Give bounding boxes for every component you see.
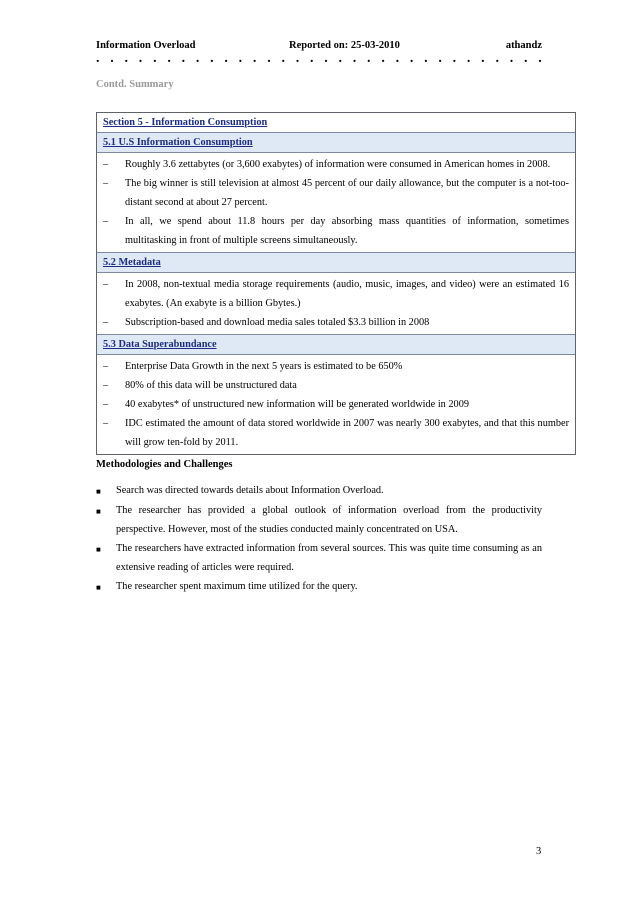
divider-dot: .: [438, 51, 442, 66]
divider-dot: .: [181, 51, 186, 66]
dash-bullet-icon: –: [103, 399, 109, 410]
dash-bullet-icon: –: [103, 159, 109, 170]
divider-dot: .: [338, 51, 343, 66]
methodology-bullet-text: The researcher has provided a global outlook of information overload from the productivity perspective. However, most of the studies conducted mainly concentrated on USA.: [116, 505, 542, 535]
square-bullet-icon: ■: [96, 507, 101, 516]
divider-dot: .: [195, 51, 200, 66]
subsection-title: 5.2 Metadata: [103, 257, 161, 268]
page-number: 3: [536, 846, 542, 857]
list-item-text: Roughly 3.6 zettabytes (or 3,600 exabytes) of information were consumed in American homes in 2008.: [125, 159, 551, 170]
methodologies-bullets: [96, 481, 542, 597]
summary-box: [96, 112, 576, 455]
divider-dot: .: [424, 51, 428, 66]
list-item-text: The big winner is still television at almost 45 percent of our daily allowance, but the computer is a not-too-distant second at about 27 percent.: [125, 178, 569, 208]
list-item: [103, 357, 569, 376]
divider-dot: .: [167, 51, 171, 66]
divider-dot: .: [224, 51, 228, 66]
methodology-bullet: [96, 501, 542, 539]
divider-dot: .: [367, 51, 371, 66]
list-item-text: Subscription-based and download media sales totaled $3.3 billion in 2008: [125, 317, 430, 328]
divider-dot: .: [295, 51, 300, 66]
divider-dot: .: [352, 51, 357, 66]
divider-dot: .: [153, 51, 157, 66]
divider-dot: .: [252, 51, 257, 66]
divider-dot: .: [138, 51, 143, 66]
divider-dot: .: [210, 51, 214, 66]
subsection-title: 5.1 U.S Information Consumption: [103, 137, 253, 148]
divider-dot: .: [481, 51, 485, 66]
header-dotted-divider: [96, 52, 542, 66]
list-item: [103, 414, 569, 452]
list-item: [103, 212, 569, 250]
methodology-bullet: [96, 539, 542, 577]
divider-dot: .: [324, 51, 328, 66]
methodology-bullet: [96, 577, 542, 597]
subsection-title: 5.3 Data Superabundance: [103, 339, 217, 350]
divider-dot: .: [124, 51, 129, 66]
methodology-bullet-text: The researcher spent maximum time utilized for the query.: [116, 581, 358, 592]
list-item: [103, 155, 569, 174]
divider-dot: .: [509, 51, 514, 66]
list-item-text: 80% of this data will be unstructured data: [125, 380, 297, 391]
header-report-date: Reported on: 25-03-2010: [289, 40, 400, 51]
divider-dot: .: [466, 51, 471, 66]
divider-dot: .: [523, 51, 528, 66]
list-item: [103, 174, 569, 212]
list-item-text: In all, we spend about 11.8 hours per day absorbing mass quantities of information, sometimes multitasking in front of multiple screens simultaneously.: [125, 216, 569, 246]
list-item: [103, 313, 569, 332]
list-item: [103, 395, 569, 414]
dash-bullet-icon: –: [103, 216, 109, 227]
header-author: athandz: [505, 40, 542, 51]
methodology-bullet: [96, 481, 542, 501]
methodologies-title: Methodologies and Challenges: [96, 459, 233, 470]
square-bullet-icon: ■: [96, 545, 101, 554]
divider-dot: .: [281, 51, 285, 66]
subsection-title-row: [97, 334, 575, 355]
divider-dot: .: [381, 51, 385, 66]
dash-bullet-icon: –: [103, 380, 109, 391]
section-title: Section 5 - Information Consumption: [103, 117, 268, 128]
divider-dot: .: [96, 51, 100, 66]
divider-dot: .: [110, 51, 114, 66]
section-title-row: [97, 113, 575, 133]
contd-summary-label: Contd. Summary: [96, 79, 174, 90]
header-title: Information Overload: [96, 40, 196, 51]
divider-dot: .: [538, 51, 542, 66]
square-bullet-icon: ■: [96, 487, 101, 496]
divider-dot: .: [238, 51, 243, 66]
list-item: [103, 376, 569, 395]
subsection-title-row: [97, 133, 575, 153]
subsection-items: [97, 355, 575, 454]
subsections: [97, 133, 575, 454]
square-bullet-icon: ■: [96, 583, 101, 592]
divider-dot: .: [395, 51, 400, 66]
dash-bullet-icon: –: [103, 279, 109, 290]
subsection-items: [97, 273, 575, 334]
methodology-bullet-text: The researchers have extracted information from several sources. This was quite time consuming as an extensive reading of articles were required.: [116, 543, 542, 573]
methodology-bullet-text: Search was directed towards details about Information Overload.: [116, 485, 384, 496]
list-item-text: In 2008, non-textual media storage requirements (audio, music, images, and video) were an estimated 16 exabytes. (An exabyte is a billion Gbytes.): [125, 279, 569, 309]
subsection-title-row: [97, 252, 575, 273]
divider-dot: .: [409, 51, 414, 66]
divider-dot: .: [267, 51, 271, 66]
divider-dot: .: [452, 51, 457, 66]
list-item-text: Enterprise Data Growth in the next 5 years is estimated to be 650%: [125, 361, 403, 372]
divider-dot: .: [309, 51, 314, 66]
dash-bullet-icon: –: [103, 418, 109, 429]
list-item: [103, 275, 569, 313]
list-item-text: 40 exabytes* of unstructured new information will be generated worldwide in 2009: [125, 399, 469, 410]
dash-bullet-icon: –: [103, 178, 109, 189]
dash-bullet-icon: –: [103, 317, 109, 328]
divider-dot: .: [495, 51, 499, 66]
list-item-text: IDC estimated the amount of data stored worldwide in 2007 was nearly 300 exabytes, and that this number will grow ten-fold by 2011.: [125, 418, 569, 448]
dash-bullet-icon: –: [103, 361, 109, 372]
subsection-items: [97, 153, 575, 252]
